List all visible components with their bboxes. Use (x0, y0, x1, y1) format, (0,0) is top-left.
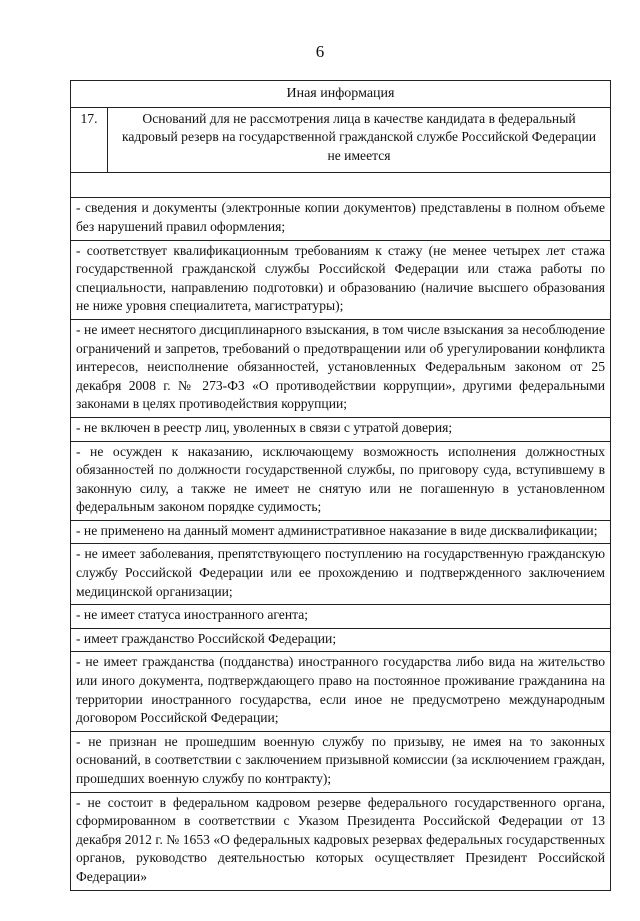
page-number: 6 (315, 42, 325, 61)
list-item (71, 319, 611, 417)
criterion-military-service: - не признан не прошедшим военную службу по призыву, не имея на то законных оснований, в соответствии с заключением призывной комиссии (за исключением граждан, прошедших военную службу по контракту); (71, 731, 611, 792)
criterion-trust-registry: - не включен в реестр лиц, уволенных в связи с утратой доверия; (71, 417, 611, 441)
criterion-foreign-agent: - не имеет статуса иностранного агента; (71, 605, 611, 629)
list-item (71, 240, 611, 319)
list-item (71, 792, 611, 890)
statement-text: Оснований для не рассмотрения лица в качестве кандидата в федеральный кадровый резерв на государственной гражданской службе Российской Федерации не имеется (108, 107, 611, 173)
section-header-row (71, 81, 611, 108)
list-item (71, 520, 611, 544)
criterion-disciplinary: - не имеет неснятого дисциплинарного взыскания, в том числе взыскания за несоблюдение ограничений и запретов, требований о предотвращении или об урегулировании конфликта интересов, неисполнение обязанностей, установленных Федеральным законом от 25 декабря 2008 г. № 273-ФЗ «О противодействии коррупции», другими федеральными законами в целях противодействия коррупции; (71, 319, 611, 417)
criterion-health: - не имеет заболевания, препятствующего поступлению на государственную гражданскую службу Российской Федерации или ее прохождению и подтвержденного заключением медицинской организации; (71, 544, 611, 605)
criterion-citizenship: - имеет гражданство Российской Федерации; (71, 628, 611, 652)
criterion-documents: - сведения и документы (электронные копии документов) представлены в полном объеме без нарушений правил оформления; (71, 198, 611, 240)
list-item (71, 605, 611, 629)
criterion-foreign-citizenship: - не имеет гражданства (подданства) иностранного государства либо вида на жительство или иного документа, подтверждающего право на постоянное проживание гражданина на территории иностранного государства, если иное не предусмотрено международным договором Российской Федерации; (71, 652, 611, 731)
statement-row (71, 107, 611, 173)
spacer-row (71, 173, 611, 198)
list-item (71, 198, 611, 240)
spacer-cell (71, 173, 611, 198)
criterion-reserve: - не состоит в федеральном кадровом резерве федерального государственного органа, сформированном в соответствии с Указом Президента Российской Федерации от 13 декабря 2012 г. № 1653 «О федеральных кадровых резервах федеральных государственных органов, руководство деятельностью которых осуществляет Президент Российской Федерации» (71, 792, 611, 890)
list-item (71, 731, 611, 792)
row-number: 17. (71, 107, 108, 173)
criterion-conviction: - не осужден к наказанию, исключающему возможность исполнения должностных обязанностей по должности государственной службы, по приговору суда, вступившему в законную силу, а также не имеет не снятую или не погашенную в установленном федеральным законом порядке судимость; (71, 441, 611, 520)
list-item (71, 417, 611, 441)
list-item (71, 628, 611, 652)
list-item (71, 544, 611, 605)
information-table (70, 80, 611, 891)
list-item (71, 441, 611, 520)
section-title: Иная информация (71, 81, 611, 108)
criterion-qualification: - соответствует квалификационным требованиям к стажу (не менее четырех лет стажа государственной гражданской службы Российской Федерации или стажа работы по специальности, направлению подготовки) и образованию (наличие высшего образования не ниже уровня специалитета, магистратуры); (71, 240, 611, 319)
criterion-disqualification: - не применено на данный момент административное наказание в виде дисквалификации; (71, 520, 611, 544)
list-item (71, 652, 611, 731)
